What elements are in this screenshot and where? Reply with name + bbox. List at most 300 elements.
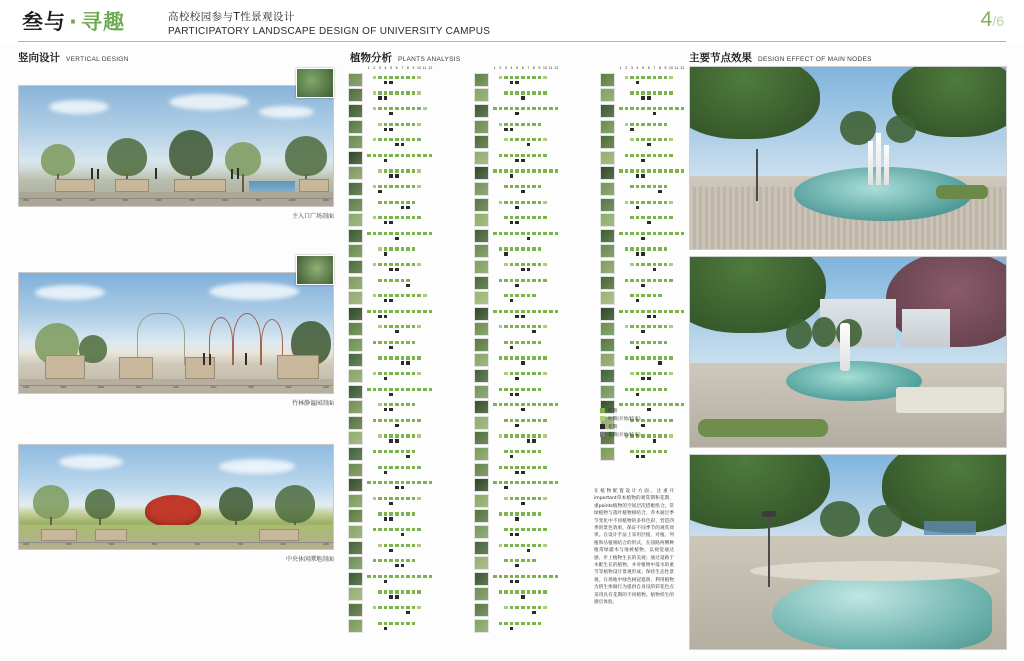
phenology-segment <box>504 325 508 328</box>
plant-row <box>348 587 456 603</box>
phenology-segment <box>532 356 536 359</box>
phenology-segment <box>384 279 388 282</box>
phenology-segment <box>664 107 668 110</box>
plant-row <box>348 571 456 587</box>
legend-label: 叶期(开始/结束) <box>608 417 641 422</box>
phenology-segment <box>653 201 657 204</box>
phenology-segment <box>406 622 410 625</box>
phenology-bar <box>492 213 582 227</box>
phenology-segment <box>538 247 542 250</box>
phenology-segment <box>647 263 651 266</box>
phenology-segment <box>389 512 393 515</box>
plant-photo <box>600 213 615 227</box>
phenology-segment <box>373 481 377 484</box>
phenology-segment <box>532 279 536 282</box>
phenology-segment <box>532 76 536 79</box>
phenology-segment <box>658 325 662 328</box>
phenology-segment <box>384 450 388 453</box>
phenology-segment <box>538 419 542 422</box>
phenology-segment <box>417 138 421 141</box>
phenology-segment <box>555 310 559 313</box>
phenology-segment <box>549 481 553 484</box>
flower-segment <box>406 206 410 209</box>
plant-photo <box>474 619 489 633</box>
phenology-segment <box>636 138 640 141</box>
phenology-segment <box>412 497 416 500</box>
plant-row <box>348 540 456 556</box>
planter-wall <box>55 179 95 192</box>
phenology-segment <box>647 341 651 344</box>
plant-photo <box>348 447 363 461</box>
phenology-segment <box>515 201 519 204</box>
phenology-segment <box>406 263 410 266</box>
dimension-label: 4200 <box>89 199 96 202</box>
plant-photo <box>348 244 363 258</box>
plant-photo <box>474 120 489 134</box>
phenology-segment <box>412 185 416 188</box>
phenology-segment <box>532 388 536 391</box>
phenology-segment <box>378 606 382 609</box>
flower-segment <box>384 221 388 224</box>
phenology-segment <box>401 169 405 172</box>
flower-segment <box>389 595 393 598</box>
phenology-segment <box>669 310 673 313</box>
phenology-segment <box>543 606 547 609</box>
phenology-segment <box>417 216 421 219</box>
phenology-segment <box>543 201 547 204</box>
phenology-segment <box>647 279 651 282</box>
month-label: 5 <box>642 66 645 70</box>
phenology-bar <box>492 385 582 399</box>
tree <box>169 130 213 176</box>
phenology-segment <box>373 341 377 344</box>
plant-photo <box>348 166 363 180</box>
phenology-segment <box>406 279 410 282</box>
plant-photo <box>348 385 363 399</box>
plant-row <box>348 259 456 275</box>
phenology-bar <box>492 587 582 601</box>
phenology-segment <box>532 403 536 406</box>
phenology-segment <box>384 201 388 204</box>
phenology-segment <box>499 123 503 126</box>
phenology-segment <box>378 263 382 266</box>
phenology-segment <box>515 356 519 359</box>
phenology-segment <box>429 154 433 157</box>
phenology-segment <box>373 232 377 235</box>
phenology-segment <box>653 185 657 188</box>
phenology-segment <box>378 154 382 157</box>
month-label: 5 <box>390 66 393 70</box>
phenology-segment <box>417 325 421 328</box>
phenology-segment <box>423 154 427 157</box>
phenology-segment <box>532 481 536 484</box>
phenology-segment <box>412 76 416 79</box>
phenology-segment <box>538 497 542 500</box>
phenology-segment <box>395 185 399 188</box>
dimension-label: 7000 <box>237 543 244 546</box>
phenology-segment <box>669 356 673 359</box>
flower-segment <box>521 502 525 505</box>
plant-row <box>474 322 582 338</box>
phenology-segment <box>389 247 393 250</box>
phenology-segment <box>641 138 645 141</box>
legend-item <box>600 416 700 424</box>
flower-segment <box>527 143 531 146</box>
legend-item <box>600 408 700 416</box>
month-label: 3 <box>504 66 508 70</box>
entrance-plaza-section <box>18 85 334 207</box>
phenology-segment <box>521 201 525 204</box>
month-label: 8 <box>406 66 409 70</box>
phenology-segment <box>636 107 640 110</box>
phenology-segment <box>389 544 393 547</box>
phenology-segment <box>499 466 503 469</box>
phenology-segment <box>521 403 525 406</box>
phenology-segment <box>636 185 640 188</box>
phenology-segment <box>527 325 531 328</box>
plant-photo <box>474 463 489 477</box>
plant-row <box>348 88 456 104</box>
phenology-segment <box>378 356 382 359</box>
phenology-segment <box>389 419 393 422</box>
phenology-segment <box>367 154 371 157</box>
phenology-segment <box>406 216 410 219</box>
phenology-segment <box>401 341 405 344</box>
page-total: 6 <box>996 13 1004 29</box>
phenology-segment <box>395 528 399 531</box>
flower-segment <box>641 237 645 240</box>
plant-row <box>348 197 456 213</box>
phenology-segment <box>543 481 547 484</box>
phenology-segment <box>406 606 410 609</box>
phenology-bar <box>492 525 582 539</box>
phenology-segment <box>681 310 685 313</box>
phenology-segment <box>401 76 405 79</box>
phenology-segment <box>630 201 634 204</box>
phenology-segment <box>378 419 382 422</box>
phenology-segment <box>510 481 514 484</box>
phenology-bar <box>366 603 456 617</box>
phenology-segment <box>504 575 508 578</box>
phenology-segment <box>521 512 525 515</box>
phenology-segment <box>373 154 377 157</box>
phenology-segment <box>401 497 405 500</box>
plant-photo <box>348 572 363 586</box>
fountain-jet <box>884 145 889 185</box>
phenology-segment <box>653 247 657 250</box>
tree <box>285 136 327 176</box>
phenology-segment <box>647 450 651 453</box>
phenology-segment <box>510 341 514 344</box>
phenology-segment <box>395 294 399 297</box>
phenology-segment <box>630 263 634 266</box>
phenology-segment <box>412 310 416 313</box>
phenology-segment <box>515 466 519 469</box>
phenology-bar <box>492 151 582 165</box>
phenology-segment <box>664 169 668 172</box>
month-label: 11 <box>422 66 427 70</box>
plant-photo <box>474 603 489 617</box>
plant-photo <box>600 276 615 290</box>
plant-photo <box>348 525 363 539</box>
phenology-segment <box>527 622 531 625</box>
phenology-bar <box>366 541 456 555</box>
plant-photo <box>348 322 363 336</box>
phenology-segment <box>499 310 503 313</box>
phenology-segment <box>510 512 514 515</box>
plant-photo <box>474 509 489 523</box>
flower-segment <box>395 143 399 146</box>
flower-segment <box>641 159 645 162</box>
phenology-segment <box>378 185 382 188</box>
plant-photo <box>474 541 489 555</box>
phenology-segment <box>395 388 399 391</box>
phenology-segment <box>515 123 519 126</box>
plant-row <box>474 571 582 587</box>
phenology-segment <box>384 263 388 266</box>
phenology-segment <box>515 76 519 79</box>
phenology-segment <box>664 310 668 313</box>
plant-photo <box>348 182 363 196</box>
phenology-segment <box>412 481 416 484</box>
phenology-segment <box>630 169 634 172</box>
phenology-segment <box>384 76 388 79</box>
phenology-segment <box>625 123 629 126</box>
phenology-segment <box>412 356 416 359</box>
planter-wall <box>95 529 127 541</box>
phenology-segment <box>653 294 657 297</box>
flower-segment <box>641 252 645 255</box>
dimension-label: 2600 <box>323 386 329 389</box>
flower-segment <box>401 564 405 567</box>
flower-segment <box>641 455 645 458</box>
phenology-segment <box>538 107 542 110</box>
phenology-segment <box>653 216 657 219</box>
phenology-segment <box>417 232 421 235</box>
phenology-segment <box>412 450 416 453</box>
phenology-segment <box>653 123 657 126</box>
plant-row <box>474 119 582 135</box>
phenology-segment <box>499 107 503 110</box>
phenology-segment <box>653 91 657 94</box>
phenology-segment <box>641 232 645 235</box>
phenology-segment <box>521 185 525 188</box>
cloud <box>169 94 249 110</box>
phenology-segment <box>412 606 416 609</box>
phenology-segment <box>521 590 525 593</box>
phenology-segment <box>395 590 399 593</box>
phenology-segment <box>499 247 503 250</box>
phenology-segment <box>504 107 508 110</box>
phenology-segment <box>510 201 514 204</box>
phenology-segment <box>499 169 503 172</box>
central-leisure-section <box>18 444 334 550</box>
phenology-segment <box>521 497 525 500</box>
flower-segment <box>515 580 519 583</box>
phenology-segment <box>636 325 640 328</box>
phenology-segment <box>412 466 416 469</box>
phenology-segment <box>499 544 503 547</box>
plant-row <box>348 166 456 182</box>
phenology-segment <box>510 325 514 328</box>
phenology-segment <box>669 76 673 79</box>
phenology-segment <box>543 466 547 469</box>
phenology-segment <box>389 107 393 110</box>
phenology-segment <box>401 575 405 578</box>
phenology-segment <box>653 154 657 157</box>
flower-segment <box>510 627 514 630</box>
page-separator: / <box>992 13 997 29</box>
phenology-segment <box>510 216 514 219</box>
flower-segment <box>395 237 399 240</box>
phenology-segment <box>658 247 662 250</box>
flower-segment <box>527 549 531 552</box>
phenology-segment <box>389 575 393 578</box>
dimension-label: 4000 <box>23 543 29 546</box>
month-label: 7 <box>653 66 656 70</box>
dimension-label: 12000 <box>288 199 296 202</box>
phenology-segment <box>367 575 371 578</box>
flower-segment <box>378 315 382 318</box>
phenology-segment <box>636 294 640 297</box>
phenology-segment <box>378 138 382 141</box>
phenology-segment <box>630 356 634 359</box>
phenology-segment <box>373 575 377 578</box>
phenology-segment <box>417 356 421 359</box>
flower-segment <box>636 346 640 349</box>
plant-photo <box>600 291 615 305</box>
phenology-bar <box>366 587 456 601</box>
plant-row <box>348 399 456 415</box>
phenology-segment <box>499 232 503 235</box>
phenology-segment <box>555 481 559 484</box>
phenology-segment <box>493 481 497 484</box>
brand-part1: 叁与 <box>22 10 66 34</box>
heading-vertical-design <box>18 50 129 65</box>
phenology-segment <box>532 512 536 515</box>
phenology-segment <box>401 481 405 484</box>
plant-row <box>474 228 582 244</box>
phenology-bar <box>492 494 582 508</box>
phenology-segment <box>641 279 645 282</box>
phenology-segment <box>664 325 668 328</box>
phenology-segment <box>401 372 405 375</box>
phenology-bar <box>492 244 582 258</box>
phenology-segment <box>630 107 634 110</box>
flower-segment <box>510 533 514 536</box>
phenology-segment <box>675 107 679 110</box>
phenology-bar <box>366 353 456 367</box>
phenology-segment <box>417 263 421 266</box>
plant-photo <box>474 494 489 508</box>
phenology-segment <box>527 497 531 500</box>
plant-row <box>474 602 582 618</box>
phenology-segment <box>527 107 531 110</box>
phenology-segment <box>423 294 427 297</box>
plant-row <box>474 88 582 104</box>
phenology-segment <box>367 481 371 484</box>
flower-segment <box>641 284 645 287</box>
phenology-bar <box>492 260 582 274</box>
phenology-segment <box>669 403 673 406</box>
phenology-bar <box>492 541 582 555</box>
phenology-segment <box>504 91 508 94</box>
phenology-segment <box>630 403 634 406</box>
phenology-segment <box>527 512 531 515</box>
phenology-segment <box>532 310 536 313</box>
phenology-segment <box>378 310 382 313</box>
phenology-segment <box>521 575 525 578</box>
phenology-segment <box>384 590 388 593</box>
plant-row <box>474 290 582 306</box>
plant-row <box>474 103 582 119</box>
phenology-segment <box>417 76 421 79</box>
flower-segment <box>527 268 531 271</box>
phenology-segment <box>406 575 410 578</box>
phenology-bar <box>366 556 456 570</box>
phenology-segment <box>669 372 673 375</box>
phenology-segment <box>619 310 623 313</box>
phenology-segment <box>515 341 519 344</box>
phenology-segment <box>395 123 399 126</box>
phenology-segment <box>532 169 536 172</box>
phenology-segment <box>406 559 410 562</box>
phenology-segment <box>538 138 542 141</box>
phenology-segment <box>378 91 382 94</box>
heading-nodes-cn: 主要节点效果 <box>689 52 752 64</box>
dimension-labels <box>23 199 329 202</box>
plant-row <box>348 244 456 260</box>
phenology-bar <box>366 104 456 118</box>
phenology-segment <box>653 388 657 391</box>
phenology-segment <box>389 356 393 359</box>
phenology-segment <box>527 310 531 313</box>
phenology-bar <box>366 400 456 414</box>
phenology-segment <box>521 294 525 297</box>
phenology-segment <box>521 247 525 250</box>
phenology-segment <box>499 622 503 625</box>
phenology-segment <box>543 544 547 547</box>
flower-segment <box>384 299 388 302</box>
plant-row <box>474 477 582 493</box>
phenology-segment <box>417 185 421 188</box>
phenology-segment <box>412 263 416 266</box>
flower-segment <box>515 221 519 224</box>
phenology-segment <box>412 123 416 126</box>
month-label: 7 <box>401 66 404 70</box>
flower-segment <box>641 330 645 333</box>
phenology-segment <box>423 232 427 235</box>
plant-row <box>474 384 582 400</box>
phenology-segment <box>499 481 503 484</box>
phenology-segment <box>401 185 405 188</box>
phenology-segment <box>378 216 382 219</box>
phenology-segment <box>401 138 405 141</box>
tree <box>786 319 812 349</box>
phenology-segment <box>401 450 405 453</box>
phenology-segment <box>543 403 547 406</box>
phenology-segment <box>395 107 399 110</box>
flower-segment <box>389 174 393 177</box>
month-label: 11 <box>548 66 553 70</box>
phenology-segment <box>549 107 553 110</box>
phenology-segment <box>412 325 416 328</box>
plant-photo <box>600 447 615 461</box>
phenology-segment <box>538 76 542 79</box>
plant-row <box>348 181 456 197</box>
flower-segment <box>521 595 525 598</box>
phenology-segment <box>423 107 427 110</box>
